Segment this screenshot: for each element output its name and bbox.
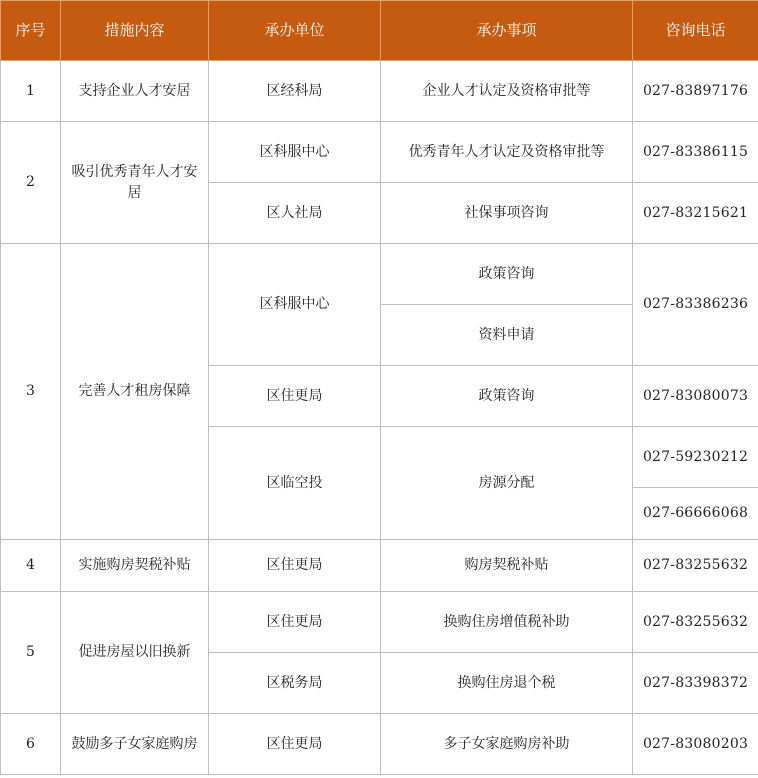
cell-phone: 027-83386236 (633, 244, 758, 366)
cell-phone: 027-83215621 (633, 183, 758, 244)
cell-no: 3 (1, 244, 61, 540)
cell-no: 4 (1, 540, 61, 592)
header-measure: 措施内容 (61, 1, 209, 61)
cell-measure: 实施购房契税补贴 (61, 540, 209, 592)
cell-phone: 027-83080203 (633, 714, 758, 775)
cell-phone: 027-83255632 (633, 540, 758, 592)
cell-no: 6 (1, 714, 61, 775)
cell-item: 换购住房退个税 (381, 653, 633, 714)
cell-measure: 完善人才租房保障 (61, 244, 209, 540)
cell-unit: 区住更局 (209, 540, 381, 592)
cell-unit: 区住更局 (209, 366, 381, 427)
table-row (1, 122, 758, 183)
cell-phone: 027-83897176 (633, 61, 758, 122)
cell-item: 优秀青年人才认定及资格审批等 (381, 122, 633, 183)
cell-item: 社保事项咨询 (381, 183, 633, 244)
cell-measure: 吸引优秀青年人才安居 (61, 122, 209, 244)
cell-phone: 027-83386115 (633, 122, 758, 183)
header-item: 承办事项 (381, 1, 633, 61)
header-phone: 咨询电话 (633, 1, 758, 61)
cell-no: 5 (1, 592, 61, 714)
cell-unit: 区经科局 (209, 61, 381, 122)
cell-no: 1 (1, 61, 61, 122)
cell-item: 购房契税补贴 (381, 540, 633, 592)
header-row (1, 1, 758, 61)
cell-measure: 鼓励多子女家庭购房 (61, 714, 209, 775)
cell-unit: 区住更局 (209, 592, 381, 653)
cell-unit: 区人社局 (209, 183, 381, 244)
cell-item: 政策咨询 (381, 244, 633, 305)
cell-phone: 027-59230212 (633, 427, 758, 488)
cell-item: 多子女家庭购房补助 (381, 714, 633, 775)
cell-phone: 027-66666068 (633, 488, 758, 540)
cell-item: 换购住房增值税补助 (381, 592, 633, 653)
table-row (1, 714, 758, 775)
cell-phone: 027-83398372 (633, 653, 758, 714)
cell-unit: 区科服中心 (209, 122, 381, 183)
cell-measure: 支持企业人才安居 (61, 61, 209, 122)
cell-phone: 027-83255632 (633, 592, 758, 653)
cell-item: 房源分配 (381, 427, 633, 540)
header-unit: 承办单位 (209, 1, 381, 61)
cell-item: 政策咨询 (381, 366, 633, 427)
cell-no: 2 (1, 122, 61, 244)
table-row (1, 592, 758, 653)
cell-item: 企业人才认定及资格审批等 (381, 61, 633, 122)
cell-unit: 区科服中心 (209, 244, 381, 366)
cell-unit: 区临空投 (209, 427, 381, 540)
header-no: 序号 (1, 1, 61, 61)
table-row (1, 61, 758, 122)
cell-item: 资料申请 (381, 305, 633, 366)
cell-unit: 区税务局 (209, 653, 381, 714)
table-row (1, 540, 758, 592)
cell-unit: 区住更局 (209, 714, 381, 775)
cell-measure: 促进房屋以旧换新 (61, 592, 209, 714)
table-row (1, 244, 758, 305)
cell-phone: 027-83080073 (633, 366, 758, 427)
